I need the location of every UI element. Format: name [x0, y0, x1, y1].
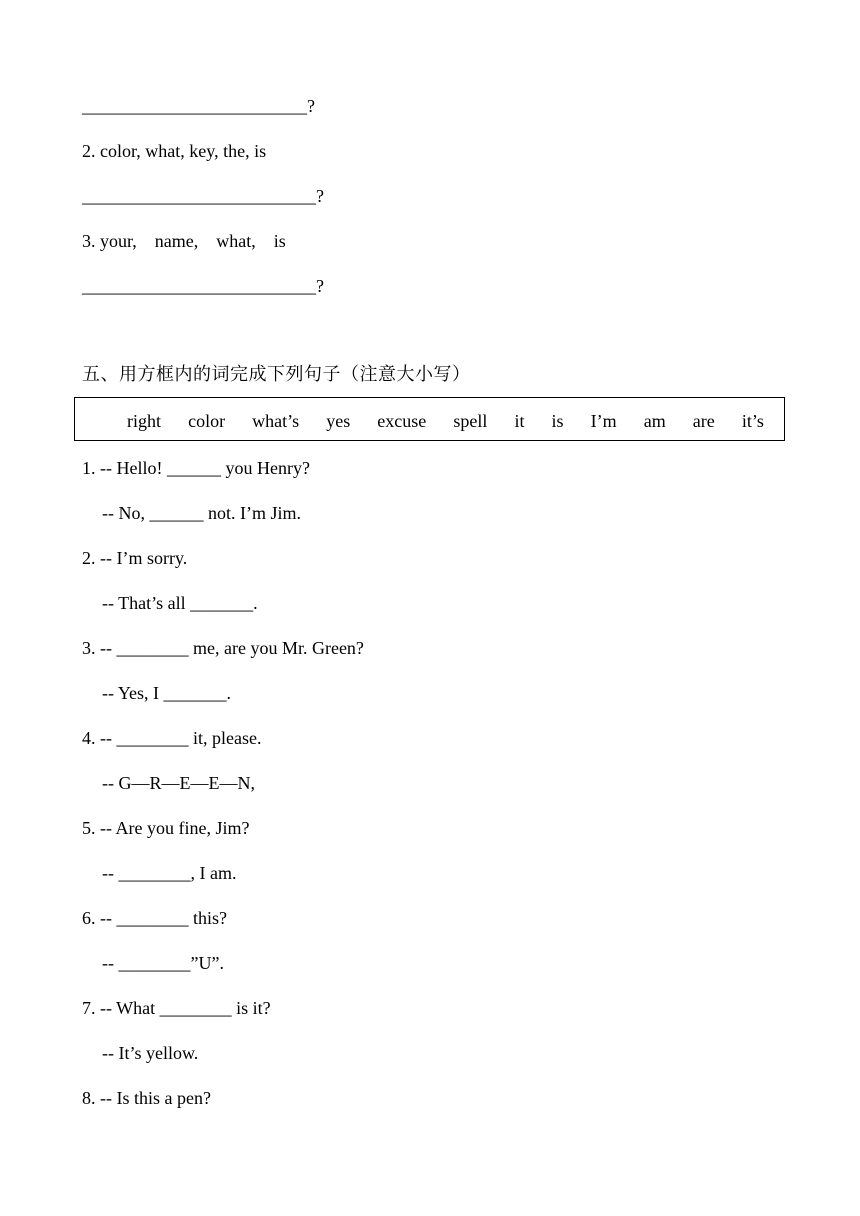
- dialogue-line: 2. -- I’m sorry.: [82, 548, 188, 568]
- section-5-heading: 五、用方框内的词完成下列句子（注意大小写）: [82, 364, 471, 385]
- dialogue-line: 3. -- ________ me, are you Mr. Green?: [82, 638, 364, 658]
- dialogue-line: -- It’s yellow.: [102, 1043, 199, 1063]
- answer-line-2: __________________________?: [82, 186, 324, 206]
- word-bank-item: what’s: [252, 411, 300, 431]
- question-2-prompt: 2. color, what, key, the, is: [82, 141, 267, 161]
- word-bank-item: it: [514, 411, 525, 431]
- word-bank-item: yes: [326, 411, 351, 431]
- dialogue-line: 8. -- Is this a pen?: [82, 1088, 211, 1108]
- dialogue-line: -- Yes, I _______.: [102, 683, 232, 703]
- dialogue-line: -- ________, I am.: [102, 863, 237, 883]
- word-bank-item: it’s: [741, 411, 764, 431]
- word-bank-item: I’m: [590, 411, 617, 431]
- dialogue-line: -- ________”U”.: [102, 953, 224, 973]
- question-3-prompt: 3. your, name, what, is: [82, 231, 286, 251]
- word-bank-item: is: [551, 411, 564, 431]
- word-bank-item: are: [692, 411, 715, 431]
- dialogue-line: 6. -- ________ this?: [82, 908, 227, 928]
- dialogue-line: -- No, ______ not. I’m Jim.: [102, 503, 301, 523]
- word-bank-box: [74, 397, 785, 441]
- answer-line-1: _________________________?: [82, 96, 315, 116]
- dialogue-line: 5. -- Are you fine, Jim?: [82, 818, 250, 838]
- dialogue-line: 1. -- Hello! ______ you Henry?: [82, 458, 310, 478]
- word-bank-item: spell: [453, 411, 488, 431]
- word-bank-item: right: [127, 411, 161, 431]
- dialogue-line: 4. -- ________ it, please.: [82, 728, 262, 748]
- word-bank-item: am: [643, 411, 666, 431]
- dialogue-line: -- That’s all _______.: [102, 593, 258, 613]
- word-bank-row: [127, 410, 764, 432]
- answer-line-3: __________________________?: [82, 276, 324, 296]
- dialogue-line: -- G—R—E—E—N,: [102, 773, 255, 793]
- word-bank-item: color: [188, 411, 226, 431]
- word-bank-item: excuse: [377, 411, 427, 431]
- dialogue-line: 7. -- What ________ is it?: [82, 998, 271, 1018]
